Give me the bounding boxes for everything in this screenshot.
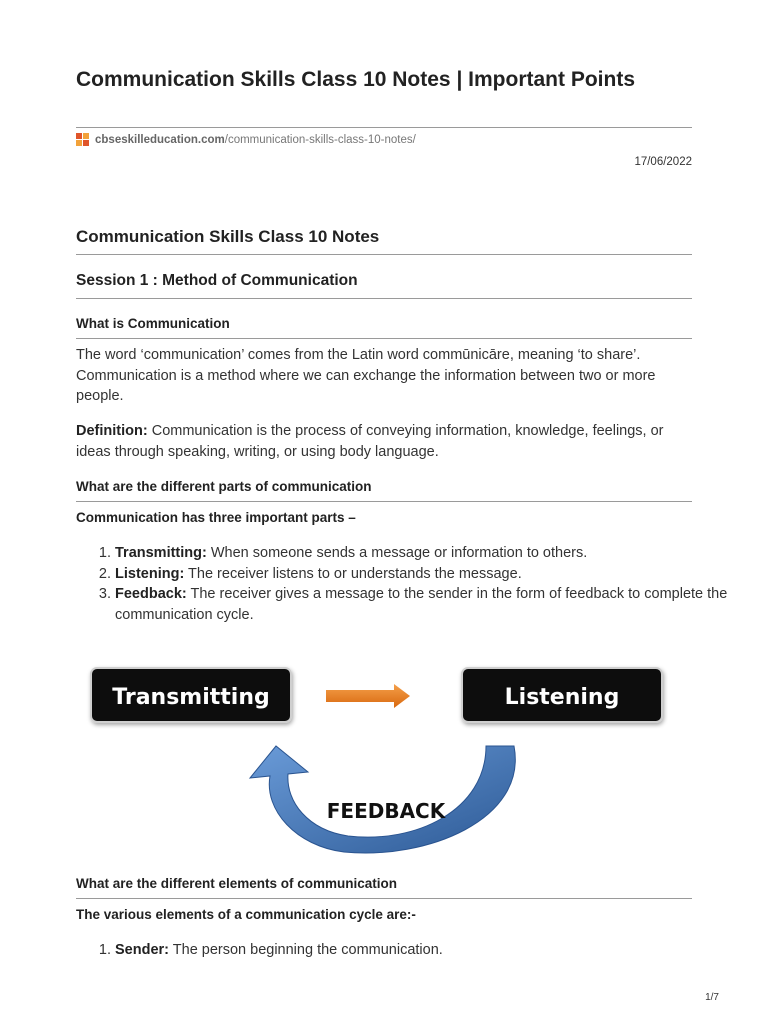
- divider: [76, 338, 692, 339]
- elements-lead: The various elements of a communication cycle are:-: [76, 907, 416, 922]
- listening-box: [462, 668, 662, 722]
- list-term: Sender:: [115, 942, 169, 958]
- definition-label: Definition:: [76, 423, 148, 439]
- transmitting-box: [91, 668, 291, 722]
- list-term: Listening:: [115, 565, 185, 582]
- subheading-elements: What are the different elements of communication: [76, 876, 398, 891]
- definition-paragraph: [76, 421, 692, 462]
- session-heading: Session 1 : Method of Communication: [76, 272, 358, 289]
- divider: [76, 127, 692, 128]
- parts-lead: Communication has three important parts –: [76, 510, 356, 525]
- list-item: [115, 564, 731, 585]
- page-number: 1/7: [705, 992, 719, 1003]
- list-text: The receiver gives a message to the sender in the form of feedback to complete the communication cycle.: [115, 586, 728, 623]
- subheading-what-is: What is Communication: [76, 316, 230, 331]
- elements-list: [76, 940, 731, 961]
- section-heading: Communication Skills Class 10 Notes: [76, 227, 380, 246]
- list-item: [115, 543, 731, 564]
- list-term: Transmitting:: [115, 545, 207, 561]
- definition-text: Communication is the process of conveying information, knowledge, feelings, or ideas through speaking, writing, or using body language.: [76, 423, 664, 460]
- list-text: The receiver listens to or understands the message.: [184, 565, 522, 582]
- communication-cycle-diagram: [86, 650, 668, 856]
- list-text: When someone sends a message or information to others.: [206, 545, 588, 561]
- divider: [76, 298, 692, 299]
- list-text: The person beginning the communication.: [169, 942, 443, 958]
- source-link[interactable]: [76, 133, 416, 147]
- list-item: [115, 940, 731, 961]
- divider: [76, 898, 692, 899]
- subheading-parts: What are the different parts of communication: [76, 479, 372, 494]
- source-path: /communication-skills-class-10-notes/: [224, 134, 416, 146]
- site-favicon-icon: [76, 133, 90, 147]
- list-term: Feedback:: [115, 586, 187, 602]
- intro-paragraph: The word ‘communication’ comes from the Latin word commūnicāre, meaning ‘to share’. Communication is a method where we can exchange the information between two or more people.: [76, 347, 656, 404]
- page-title: Communication Skills Class 10 Notes | Important Points: [76, 68, 635, 91]
- publish-date: 17/06/2022: [634, 156, 692, 168]
- parts-list: [76, 543, 731, 625]
- right-arrow-icon: [326, 684, 410, 708]
- source-domain: cbseskilleducation.com: [95, 134, 225, 146]
- listening-label: Listening: [504, 685, 620, 710]
- divider: [76, 501, 692, 502]
- feedback-label: FEEDBACK: [326, 799, 446, 823]
- divider: [76, 254, 692, 255]
- transmitting-label: Transmitting: [112, 685, 270, 710]
- list-item: [115, 584, 731, 625]
